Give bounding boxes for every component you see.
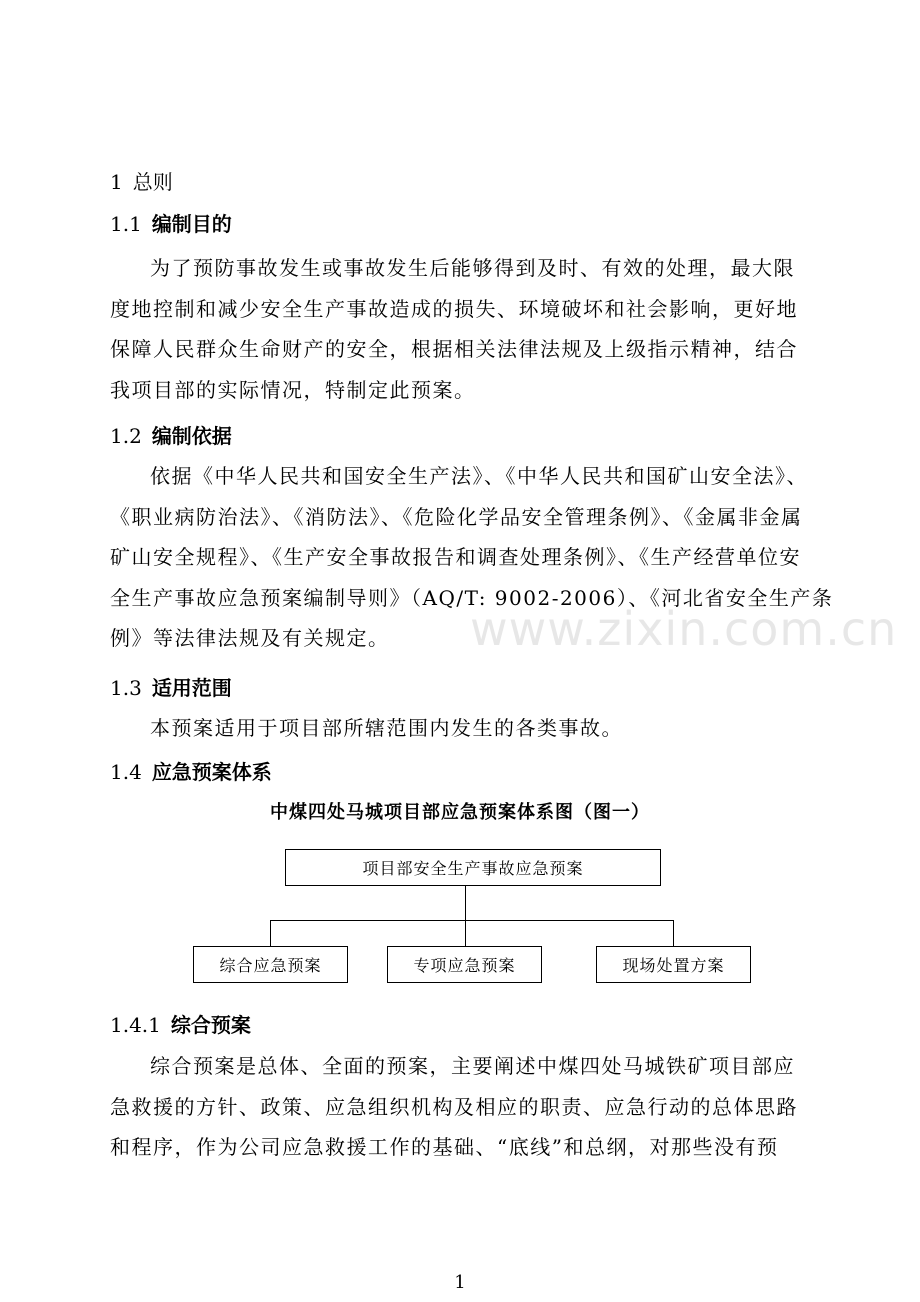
diagram-connector-right [673,920,674,947]
diagram-child-label: 专项应急预案 [413,956,516,975]
heading-1-3 [110,676,232,700]
diagram-child-label: 综合应急预案 [219,956,322,975]
paragraph-line: 依据《中华人民共和国安全生产法》、《中华人民共和国矿山安全法》、 [150,464,808,488]
paragraph-line: 本预案适用于项目部所辖范围内发生的各类事故。 [150,716,623,740]
diagram-top-label: 项目部安全生产事故应急预案 [362,859,584,878]
diagram-connector-horizontal [270,920,673,921]
heading-1-4-1 [110,1013,251,1037]
paragraph-line: 例》等法律法规及有关规定。 [110,626,390,651]
heading-number: 1.2 [110,424,142,448]
heading-title: 适用范围 [151,676,232,700]
diagram-connector-middle [465,920,466,947]
heading-number: 1.3 [110,676,142,700]
heading-1 [110,170,173,194]
paragraph-line: 急救援的方针、政策、应急组织机构及相应的职责、应急行动的总体思路 [110,1094,798,1119]
page-number: 1 [454,1272,466,1293]
heading-title: 综合预案 [170,1013,251,1037]
paragraph-line: 我项目部的实际情况，特制定此预案。 [110,377,476,402]
diagram-child-box [193,946,348,983]
diagram-connector-left [270,920,271,947]
paragraph-line: 和程序，作为公司应急救援工作的基础、“底线”和总纲，对那些没有预 [110,1135,779,1160]
heading-1-4 [110,760,272,784]
paragraph-purpose [110,248,810,410]
diagram-child-box [387,946,542,983]
heading-number: 1.4.1 [110,1013,161,1037]
watermark: www.zixin.com.cn [470,602,898,656]
heading-number: 1.4 [110,760,142,784]
heading-title: 应急预案体系 [151,760,272,784]
paragraph-comprehensive [110,1046,810,1168]
paragraph-line: 保障人民群众生命财产的安全，根据相关法律法规及上级指示精神，结合 [110,337,798,362]
paragraph-line: 《职业病防治法》、《消防法》、《危险化学品安全管理条例》、《金属非金属 [110,504,803,529]
diagram-caption: 中煤四处马城项目部应急预案体系图（图一） [270,802,650,823]
diagram-child-label: 现场处置方案 [622,956,725,975]
heading-1-2 [110,424,232,448]
heading-title: 编制依据 [151,424,232,448]
heading-number: 1.1 [110,212,142,236]
paragraph-line: 矿山安全规程》、《生产安全事故报告和调查处理条例》、《生产经营单位安 [110,545,801,570]
paragraph-line: 度地控制和减少安全生产事故造成的损失、环境破坏和社会影响，更好地 [110,296,798,321]
heading-title: 总则 [132,170,173,194]
diagram-top-box [285,849,661,886]
heading-title: 编制目的 [151,212,232,236]
paragraph-line: 为了预防事故发生或事故发生后能够得到及时、有效的处理，最大限 [150,256,795,280]
paragraph-scope [110,708,810,749]
diagram-connector-vertical [465,885,466,921]
diagram-child-box [596,946,751,983]
heading-number: 1 [110,170,123,194]
heading-1-1 [110,212,232,236]
paragraph-line: 综合预案是总体、全面的预案，主要阐述中煤四处马城铁矿项目部应 [150,1054,795,1078]
paragraph-line: 全生产事故应急预案编制导则》（AQ/T: 9002-2006）、《河北省安全生产条 [110,585,834,610]
